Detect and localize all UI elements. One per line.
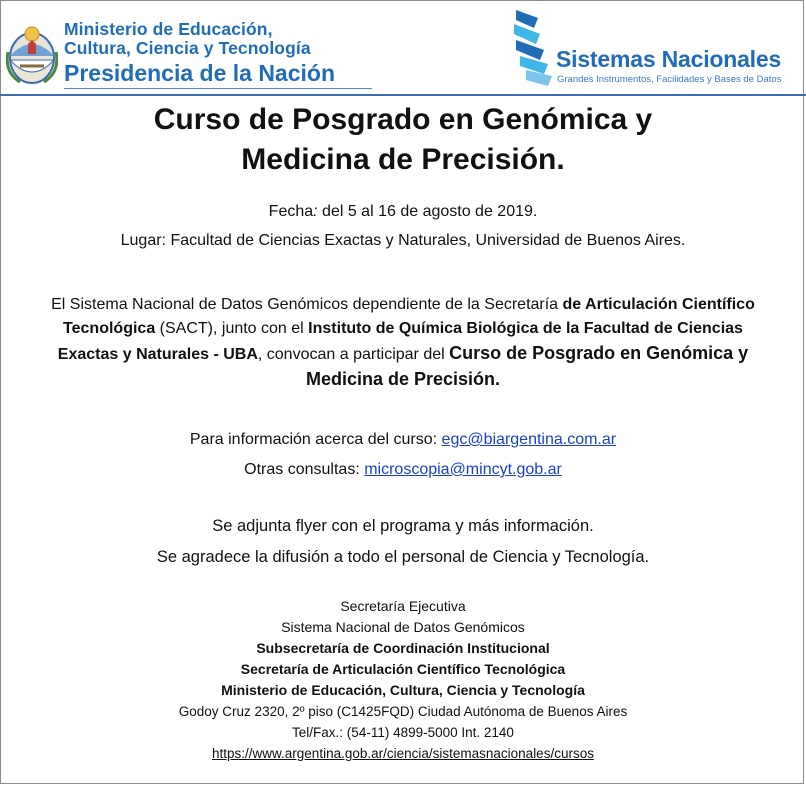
paragraph-text-1: El Sistema Nacional de Datos Genómicos dependiente de la Secretaría (51, 296, 563, 313)
argentina-coat-of-arms-icon (6, 22, 58, 86)
announcement-paragraph (40, 293, 766, 393)
sn-subtitle: Grandes Instrumentos, Facilidades y Bases de Datos (557, 74, 782, 85)
signature-line-3: Subsecretaría de Coordinación Institucional (256, 640, 550, 656)
signature-phone: Tel/Fax.: (54-11) 4899-5000 Int. 2140 (292, 725, 514, 740)
sn-title: Sistemas Nacionales (556, 46, 782, 72)
event-place: Lugar: Facultad de Ciencias Exactas y Naturales, Universidad de Buenos Aires. (120, 232, 686, 249)
ministry-logo-text (64, 20, 335, 87)
other-label: Otras consultas: (244, 461, 365, 478)
attachment-note: Se adjunta flyer con el programa y más información. (212, 517, 594, 535)
ministry-line-3: Presidencia de la Nación (64, 60, 336, 86)
signature-address: Godoy Cruz 2320, 2º piso (C1425FQD) Ciudad Autónoma de Buenos Aires (178, 704, 628, 719)
fecha-colon: : (313, 203, 318, 220)
other-contact (0, 461, 806, 479)
info-contact (0, 431, 806, 449)
signature-line-4: Secretaría de Articulación Científico Tecnológica (240, 661, 566, 677)
cursos-url-link[interactable]: https://www.argentina.gob.ar/ciencia/sistemasnacionales/cursos (212, 746, 594, 761)
event-date (0, 203, 806, 221)
title-line-1: Curso de Posgrado en Genómica y (153, 103, 653, 136)
info-email-link[interactable]: egc@biargentina.com.ar (441, 431, 617, 448)
fecha-value: del 5 al 16 de agosto de 2019. (317, 203, 538, 220)
fecha-label: Fecha (268, 203, 314, 220)
sistemas-nacionales-logo-icon (510, 4, 558, 88)
title-line-2: Medicina de Precisión. (241, 143, 565, 176)
signature-line-5: Ministerio de Educación, Cultura, Ciencia y Tecnología (221, 682, 585, 698)
paragraph-text-2: (SACT), junto con el (155, 320, 309, 337)
ministry-underline (64, 88, 372, 89)
ministry-line-2: Cultura, Ciencia y Tecnología (64, 38, 311, 58)
paragraph-text-3: , convocan a participar del (257, 346, 450, 363)
paragraph-bold-2: Instituto de Química Biológica de la Facultad de Ciencias Exactas y Naturales - UBA (57, 320, 743, 363)
dissemination-note: Se agradece la difusión a todo el personal de Ciencia y Tecnología. (156, 548, 650, 566)
info-label: Para información acerca del curso: (189, 431, 442, 448)
page-title (0, 100, 806, 180)
ministry-line-1: Ministerio de Educación, (64, 19, 273, 39)
paragraph-bold-1: de Articulación Científico Tecnológica (63, 296, 755, 337)
paragraph-bold-3: Curso de Posgrado en Genómica y Medicina de Precisión. (305, 343, 749, 389)
signature-line-1: Secretaría Ejecutiva (340, 598, 466, 614)
header (0, 0, 806, 96)
other-email-link[interactable]: microscopia@mincyt.gob.ar (364, 461, 562, 478)
signature-block (0, 596, 806, 764)
header-divider (0, 94, 806, 96)
signature-line-2: Sistema Nacional de Datos Genómicos (281, 619, 525, 635)
